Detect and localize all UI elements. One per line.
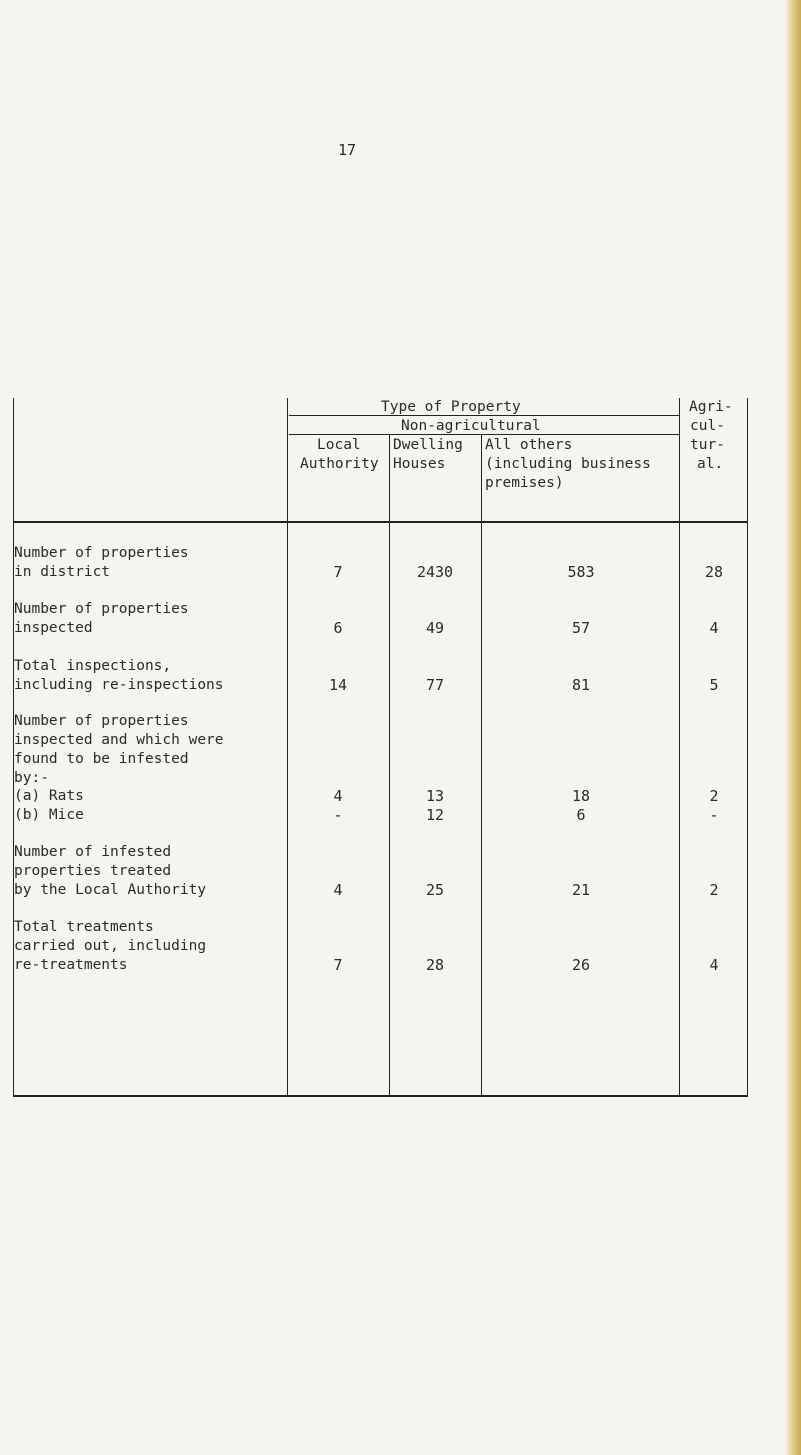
cell-value: 12 bbox=[425, 806, 445, 824]
page-number: 17 bbox=[338, 141, 357, 159]
row-label: re-treatments bbox=[14, 957, 128, 973]
cell-value: 25 bbox=[425, 881, 445, 899]
cell-value: 4 bbox=[333, 787, 343, 805]
row-label: Number of infested bbox=[14, 844, 172, 860]
row-label: (a) Rats bbox=[14, 788, 84, 804]
cell-value: 6 bbox=[576, 806, 586, 824]
cell-value: 4 bbox=[333, 881, 343, 899]
header-non-agricultural: Non-agricultural bbox=[401, 418, 541, 434]
cell-value: 4 bbox=[709, 956, 719, 974]
cell-value: 7 bbox=[333, 956, 343, 974]
table-bottom-border-final bbox=[13, 1095, 748, 1097]
header-type-of-property: Type of Property bbox=[381, 399, 521, 415]
cell-value: - bbox=[333, 806, 343, 824]
row-label: properties treated bbox=[14, 863, 172, 879]
cell-value: - bbox=[709, 806, 719, 824]
rodent-control-table: Type of Property Non-agricultural Agri- cul- tur- al. Local Authority Dwelling Houses All others (including business premises) Number of properties in district 7 2430 583 28 Number of properties inspected 6 49 57 4 Total inspections, including re-inspections 14 77 81 5 Number of properties inspected and which were found to be infested by:- bbox=[0, 0, 801, 1455]
cell-value: 2 bbox=[709, 787, 719, 805]
row-label: carried out, including bbox=[14, 938, 207, 954]
row-label: (b) Mice bbox=[14, 807, 84, 823]
cell-value: 28 bbox=[425, 956, 445, 974]
cell-value: 18 bbox=[571, 787, 591, 805]
cell-value: 2 bbox=[709, 881, 719, 899]
row-label: Total treatments bbox=[14, 919, 154, 935]
cell-value: 26 bbox=[571, 956, 591, 974]
cell-value: 13 bbox=[425, 787, 445, 805]
row-label: by the Local Authority bbox=[14, 882, 207, 898]
cell-value: 21 bbox=[571, 881, 591, 899]
